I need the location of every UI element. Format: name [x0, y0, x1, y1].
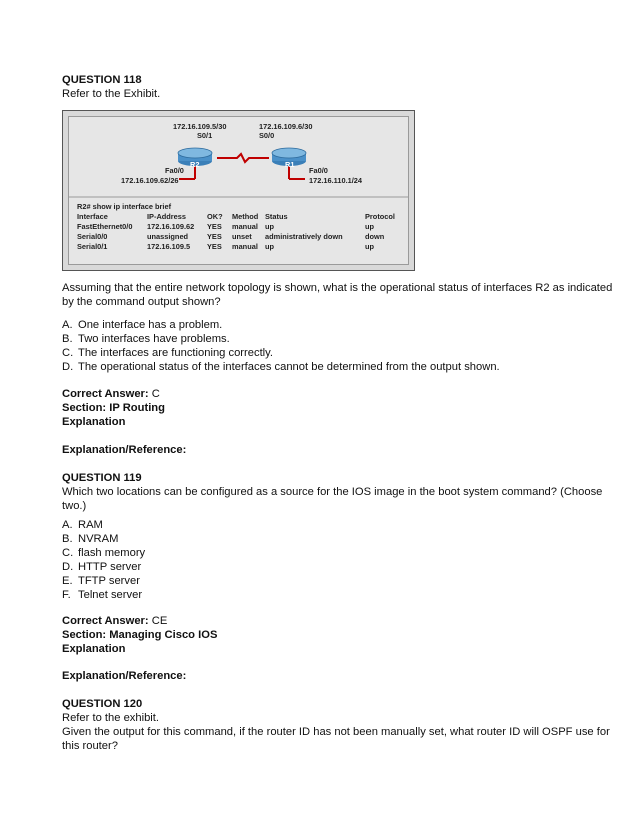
col-header-method: Method	[232, 212, 259, 221]
r2-fa-interface: Fa0/0	[165, 166, 184, 175]
r2-serial-interface: S0/1	[197, 131, 213, 140]
col-header-status: Status	[265, 212, 288, 221]
option-letter: D.	[62, 361, 74, 373]
option-c	[62, 346, 273, 361]
option-d	[62, 560, 141, 575]
question-119-title: QUESTION 119	[62, 472, 142, 484]
option-d	[62, 360, 500, 375]
explanation-reference-label: Explanation/Reference:	[62, 444, 187, 456]
cell-interface: FastEthernet0/0	[77, 222, 133, 231]
cell-status: administratively down	[265, 232, 343, 241]
option-letter: C.	[62, 347, 74, 359]
cell-status: up	[265, 222, 275, 231]
r2-serial-ip: 172.16.109.5/30	[173, 122, 227, 131]
question-120-stem-line2: this router?	[62, 740, 118, 752]
option-a	[62, 318, 222, 333]
correct-answer	[62, 614, 167, 629]
option-c	[62, 546, 145, 561]
option-text: Two interfaces have problems.	[78, 333, 230, 345]
option-f	[62, 588, 142, 603]
cell-protocol: up	[365, 222, 375, 231]
option-text: The operational status of the interfaces cannot be determined from the output shown.	[78, 361, 500, 373]
r2-fa-ip: 172.16.109.62/26	[121, 176, 179, 185]
question-118-stem-line2: by the command output shown?	[62, 296, 221, 308]
correct-answer	[62, 387, 160, 402]
option-text: HTTP server	[78, 561, 142, 573]
option-letter: E.	[62, 575, 73, 587]
cell-ok: YES	[207, 242, 222, 251]
col-header-protocol: Protocol	[365, 212, 395, 221]
col-header-interface: Interface	[77, 212, 108, 221]
router-r2-label: R2	[190, 160, 200, 169]
correct-answer-label: Correct Answer:	[62, 615, 149, 627]
option-b	[62, 532, 118, 547]
question-119-stem-line2: two.)	[62, 500, 87, 512]
option-text: The interfaces are functioning correctly.	[78, 347, 274, 359]
option-text: NVRAM	[78, 533, 119, 545]
question-120-stem-line1: Given the output for this command, if the router ID has not been manually set, what router ID will OSPF use for	[62, 726, 610, 738]
cell-interface: Serial0/0	[77, 232, 108, 241]
cell-status: up	[265, 242, 275, 251]
cell-ip: unassigned	[147, 232, 189, 241]
section-label: Section: Managing Cisco IOS	[62, 629, 218, 641]
cell-ip: 172.16.109.5	[147, 242, 191, 251]
question-120-title: QUESTION 120	[62, 698, 143, 710]
question-119-stem-line1: Which two locations can be configured as a source for the IOS image in the boot system command? (Choose	[62, 486, 603, 498]
cell-method: manual	[232, 242, 258, 251]
option-letter: C.	[62, 547, 74, 559]
question-118-title: QUESTION 118	[62, 74, 142, 86]
correct-answer-value: CE	[148, 615, 168, 627]
col-header-ok: OK?	[207, 212, 223, 221]
option-letter: B.	[62, 333, 73, 345]
cell-protocol: down	[365, 232, 385, 241]
cell-ok: YES	[207, 222, 222, 231]
option-e	[62, 574, 140, 589]
command-line: R2# show ip interface brief	[77, 202, 172, 211]
option-letter: F.	[62, 589, 71, 601]
cell-method: unset	[232, 232, 252, 241]
network-exhibit	[62, 110, 415, 271]
correct-answer-value: C	[148, 388, 160, 400]
question-118-stem-line1: Assuming that the entire network topology is shown, what is the operational status of interfaces R2 as indicated	[62, 282, 613, 294]
col-header-ip: IP-Address	[147, 212, 187, 221]
option-text: Telnet server	[78, 589, 143, 601]
cell-protocol: up	[365, 242, 375, 251]
option-text: TFTP server	[78, 575, 140, 587]
cell-method: manual	[232, 222, 258, 231]
option-b	[62, 332, 230, 347]
question-118-intro: Refer to the Exhibit.	[62, 88, 161, 100]
question-120-intro: Refer to the exhibit.	[62, 712, 160, 724]
cell-ok: YES	[207, 232, 222, 241]
cell-interface: Serial0/1	[77, 242, 108, 251]
option-letter: A.	[62, 519, 73, 531]
explanation-label: Explanation	[62, 643, 126, 655]
correct-answer-label: Correct Answer:	[62, 388, 149, 400]
router-r1-label: R1	[285, 160, 295, 169]
explanation-label: Explanation	[62, 416, 126, 428]
r1-fa-ip: 172.16.110.1/24	[309, 176, 363, 185]
option-letter: B.	[62, 533, 73, 545]
r1-serial-interface: S0/0	[259, 131, 275, 140]
section-label: Section: IP Routing	[62, 402, 165, 414]
option-letter: D.	[62, 561, 74, 573]
option-letter: A.	[62, 319, 73, 331]
r1-fa-interface: Fa0/0	[309, 166, 328, 175]
r1-serial-ip: 172.16.109.6/30	[259, 122, 313, 131]
option-text: RAM	[78, 519, 103, 531]
explanation-reference-label: Explanation/Reference:	[62, 670, 187, 682]
option-text: One interface has a problem.	[78, 319, 223, 331]
cell-ip: 172.16.109.62	[147, 222, 195, 231]
option-a	[62, 518, 103, 533]
option-text: flash memory	[78, 547, 146, 559]
